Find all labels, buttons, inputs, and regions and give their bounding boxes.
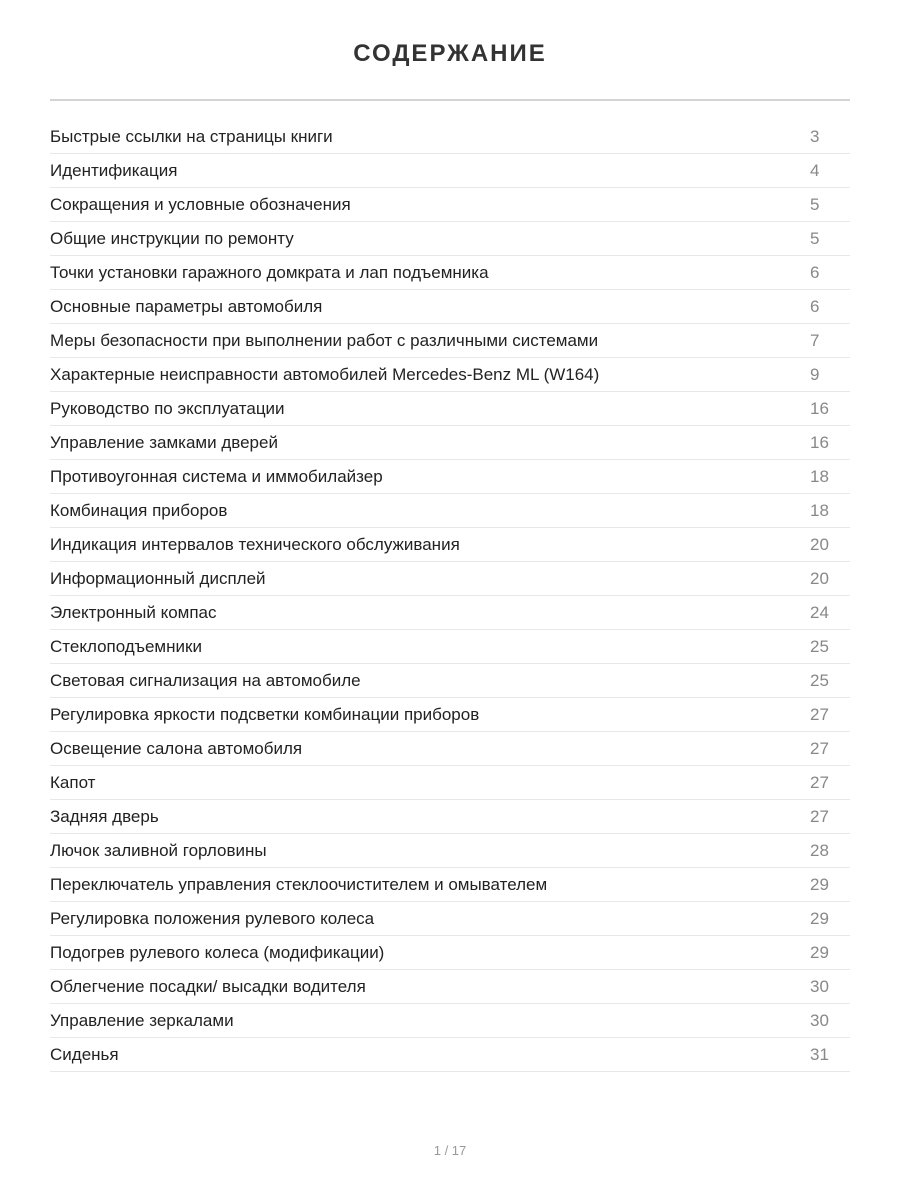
- toc-entry[interactable]: [50, 154, 850, 188]
- toc-entry-title[interactable]: Меры безопасности при выполнении работ с различными системами: [50, 330, 599, 350]
- toc-entry-title[interactable]: Комбинация приборов: [50, 500, 228, 520]
- toc-entry[interactable]: [50, 562, 850, 596]
- toc-entry-page-number: 25: [810, 636, 829, 656]
- toc-entry[interactable]: [50, 902, 850, 936]
- toc-entry-page-number: 20: [810, 568, 829, 588]
- toc-entry[interactable]: [50, 222, 850, 256]
- toc-entry-page-number: 4: [810, 160, 820, 180]
- toc-entry-page-number: 18: [810, 500, 829, 520]
- toc-entry-title[interactable]: Сиденья: [50, 1044, 119, 1064]
- toc-entry-title[interactable]: Переключатель управления стеклоочистителем и омывателем: [50, 874, 548, 894]
- toc-entry-page-number: 7: [810, 330, 820, 350]
- page-title: СОДЕРЖАНИЕ: [353, 40, 547, 67]
- toc-entry-title[interactable]: Сокращения и условные обозначения: [50, 194, 351, 214]
- toc-entry-page-number: 30: [810, 1010, 829, 1030]
- toc-entry[interactable]: [50, 460, 850, 494]
- toc-entry[interactable]: [50, 970, 850, 1004]
- toc-entry-page-number: 25: [810, 670, 829, 690]
- toc-entry-page-number: 16: [810, 432, 829, 452]
- toc-entry-page-number: 28: [810, 840, 829, 860]
- toc-entry-title[interactable]: Противоугонная система и иммобилайзер: [50, 466, 383, 486]
- toc-entry-title[interactable]: Электронный компас: [50, 602, 217, 622]
- toc-entry-page-number: 27: [810, 738, 829, 758]
- toc-entry-page-number: 27: [810, 806, 829, 826]
- toc-entry-title[interactable]: Индикация интервалов технического обслуживания: [50, 534, 460, 554]
- toc-entry-page-number: 18: [810, 466, 829, 486]
- title-divider: [50, 99, 850, 101]
- toc-entry-title[interactable]: Освещение салона автомобиля: [50, 738, 303, 758]
- toc-entry-page-number: 6: [810, 296, 820, 316]
- toc-entry-title[interactable]: Характерные неисправности автомобилей Mercedes-Benz ML (W164): [50, 364, 600, 384]
- toc-entry-page-number: 31: [810, 1044, 829, 1064]
- toc-entry-title[interactable]: Регулировка яркости подсветки комбинации приборов: [50, 704, 480, 724]
- toc-entry-page-number: 30: [810, 976, 829, 996]
- toc-entry-title[interactable]: Управление замками дверей: [50, 432, 278, 452]
- toc-entry-title[interactable]: Основные параметры автомобиля: [50, 296, 323, 316]
- toc-entry[interactable]: [50, 120, 850, 154]
- toc-entry-title[interactable]: Регулировка положения рулевого колеса: [50, 908, 375, 928]
- table-of-contents: [50, 120, 850, 1072]
- toc-entry[interactable]: [50, 528, 850, 562]
- toc-entry-page-number: 29: [810, 874, 829, 894]
- toc-entry[interactable]: [50, 188, 850, 222]
- toc-entry[interactable]: [50, 800, 850, 834]
- toc-entry-page-number: 29: [810, 942, 829, 962]
- toc-entry[interactable]: [50, 324, 850, 358]
- toc-entry[interactable]: [50, 732, 850, 766]
- toc-entry-page-number: 9: [810, 364, 820, 384]
- toc-entry[interactable]: [50, 664, 850, 698]
- toc-entry-page-number: 16: [810, 398, 829, 418]
- toc-entry-page-number: 29: [810, 908, 829, 928]
- toc-entry-title[interactable]: Идентификация: [50, 160, 178, 180]
- toc-entry[interactable]: [50, 834, 850, 868]
- toc-entry-page-number: 27: [810, 704, 829, 724]
- toc-entry-title[interactable]: Задняя дверь: [50, 806, 159, 826]
- toc-entry[interactable]: [50, 1038, 850, 1072]
- toc-entry-page-number: 3: [810, 126, 820, 146]
- toc-entry[interactable]: [50, 766, 850, 800]
- toc-entry[interactable]: [50, 630, 850, 664]
- toc-entry[interactable]: [50, 868, 850, 902]
- toc-entry-title[interactable]: Лючок заливной горловины: [50, 840, 267, 860]
- toc-entry-title[interactable]: Световая сигнализация на автомобиле: [50, 670, 361, 690]
- toc-entry-page-number: 20: [810, 534, 829, 554]
- toc-entry[interactable]: [50, 698, 850, 732]
- toc-entry[interactable]: [50, 1004, 850, 1038]
- toc-entry[interactable]: [50, 494, 850, 528]
- toc-entry[interactable]: [50, 936, 850, 970]
- toc-entry-title[interactable]: Руководство по эксплуатации: [50, 398, 285, 418]
- toc-entry-page-number: 5: [810, 228, 820, 248]
- toc-entry-title[interactable]: Точки установки гаражного домкрата и лап подъемника: [50, 262, 489, 282]
- toc-entry-title[interactable]: Капот: [50, 772, 96, 792]
- toc-entry[interactable]: [50, 256, 850, 290]
- toc-entry-title[interactable]: Информационный дисплей: [50, 568, 266, 588]
- toc-entry-page-number: 5: [810, 194, 820, 214]
- toc-entry-page-number: 24: [810, 602, 829, 622]
- toc-entry[interactable]: [50, 596, 850, 630]
- toc-entry-title[interactable]: Общие инструкции по ремонту: [50, 228, 294, 248]
- toc-entry-title[interactable]: Быстрые ссылки на страницы книги: [50, 126, 333, 146]
- toc-entry-title[interactable]: Стеклоподъемники: [50, 636, 202, 656]
- toc-entry[interactable]: [50, 392, 850, 426]
- page-counter: 1 / 17: [433, 1143, 467, 1158]
- toc-entry-title[interactable]: Облегчение посадки/ высадки водителя: [50, 976, 366, 996]
- toc-entry[interactable]: [50, 290, 850, 324]
- toc-entry-page-number: 6: [810, 262, 820, 282]
- toc-entry[interactable]: [50, 426, 850, 460]
- toc-entry-title[interactable]: Управление зеркалами: [50, 1010, 234, 1030]
- toc-entry-title[interactable]: Подогрев рулевого колеса (модификации): [50, 942, 385, 962]
- toc-entry[interactable]: [50, 358, 850, 392]
- toc-entry-page-number: 27: [810, 772, 829, 792]
